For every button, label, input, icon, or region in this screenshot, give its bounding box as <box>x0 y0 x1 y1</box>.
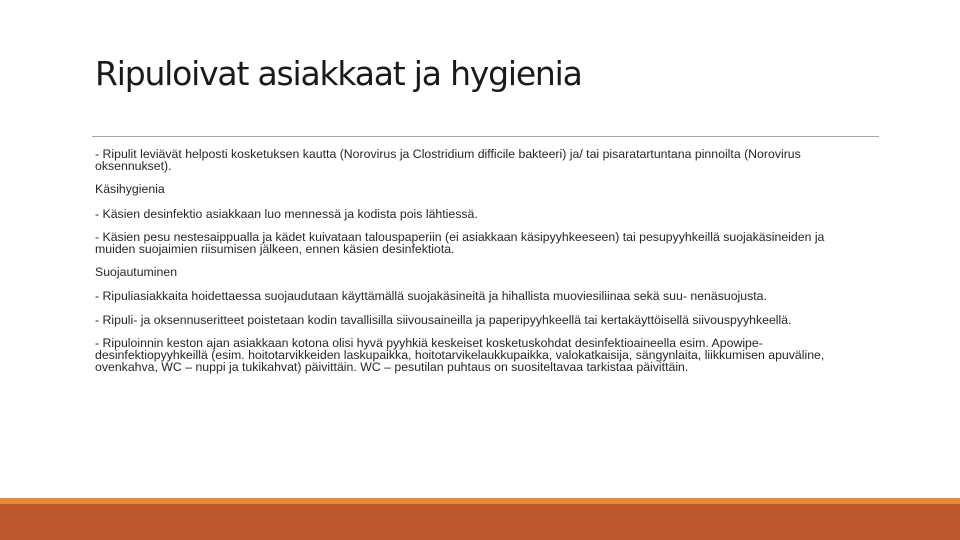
slide-title: Ripuloivat asiakkaat ja hygienia <box>95 54 582 93</box>
paragraph-hand-disinfection: - Käsien desinfektio asiakkaan luo mennessä ja kodista pois lähtiessä. <box>95 206 478 221</box>
paragraph-protective-equipment: - Ripuliasiakkaita hoidettaessa suojaudutaan käyttämällä suojakäsineitä ja hihallista muoviesiliinaa sekä suu- nenäsuojusta. <box>95 289 767 304</box>
footer-accent-bar <box>0 504 960 540</box>
title-divider <box>92 136 879 137</box>
paragraph-transmission: - Ripulit leviävät helposti kosketuksen kautta (Norovirus ja Clostridium difficile bakteeri) ja/ tai pisaratartuntana pinnoilta (Norovirus oksennukset). <box>95 147 801 174</box>
paragraph-hand-washing: - Käsien pesu nestesaippualla ja kädet kuivataan talouspaperiin (ei asiakkaan käsipyyhkeeseen) tai pesupyyhkeillä suojakäsineiden ja muiden suojaimien riisumisen jälkeen, ennen käsien desinfektiota. <box>95 229 825 257</box>
heading-protection: Suojautuminen <box>95 265 178 280</box>
heading-hand-hygiene: Käsihygienia <box>95 182 165 197</box>
slide-body <box>95 148 845 384</box>
paragraph-secretion-cleaning: - Ripuli- ja oksennuseritteet poistetaan kodin tavallisilla siivousaineilla ja paperipyyhkeellä tai kertakäyttöisellä siivouspyyhkeellä. <box>95 312 792 327</box>
paragraph-surface-disinfection: - Ripuloinnin keston ajan asiakkaan kotona olisi hyvä pyyhkiä keskeiset kosketuskohdat desinfektioaineella esim. Apowipe-desinfektiopyyhkeillä (esim. hoitotarvikkeiden laskupaikka, hoitotarvikelaukkupaikka, valokatkaisija, sängynlaita, liikkumisen apuväline, ovenkahva, WC – nuppi ja tukikahvat) päivittäin. WC – pesutilan puhtaus on suositeltavaa tarkistaa päivittäin. <box>95 335 825 375</box>
